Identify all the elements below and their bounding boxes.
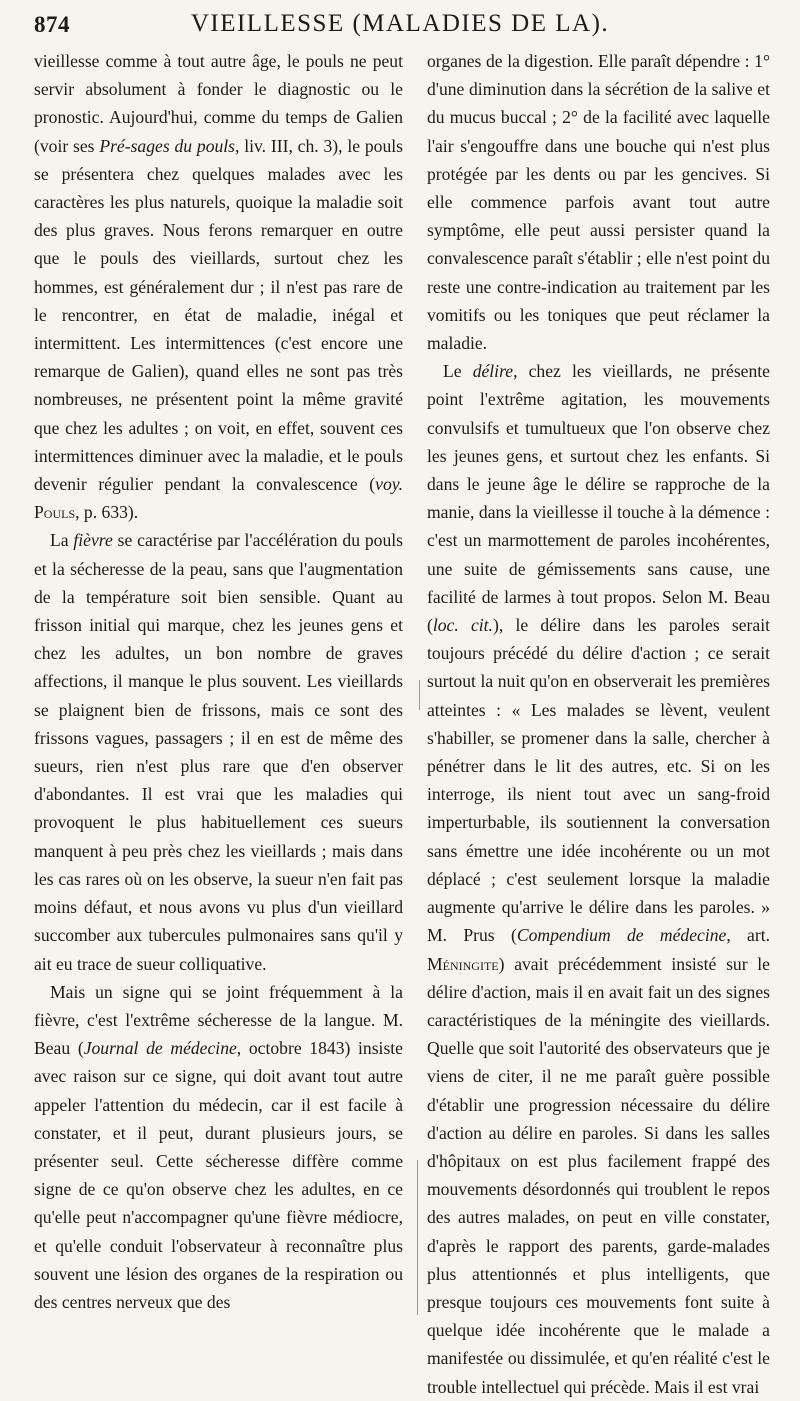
column-divider (417, 1160, 418, 1315)
text-run: ) avait précédemment insisté sur le délire d'action, mais il en avait fait un des signes caractéristiques de la méningite des vieillards. Quelle que soit l'autorité des observateurs que je viens de citer, il ne me paraît guère possible d'établir une progression nécessaire du délire d'action au délire en paroles. Si dans les salles d'hôpitaux on est plus facilement frappé des mouvements désordonnés qui troublent le repos des autres malades, on peut en ville constater, d'après le rapport des parents, garde-malades plus attentionnés et plus intelligents, que presque toujours ces mouvements font suite à quelque idée incohérente que le malade a manifestée ou dissimulée, et qu'en réalité c'est le trouble intellectuel qui précède. Mais il est vrai (427, 953, 770, 1397)
term-italic: fièvre (73, 530, 113, 551)
journal-title-italic: Journal de médecine (83, 1038, 237, 1059)
title-italic: Pré-sages du pouls (99, 135, 236, 156)
paragraph-pouls (34, 47, 403, 526)
text-run: , chez les vieillards, ne présente point l'extrême agitation, les mouvements convulsifs et tumultueux que l'on observe chez les jeunes gens, et surtout chez les enfants. Si dans le jeune âge le délire se rapproche de la manie, dans la vieillesse il touche à la démence : c'est un marmottement de paroles incohérentes, une suite de gémissements sans cause, une facilité de larmes à tout propos. Selon M. Beau ( (427, 361, 770, 636)
text-run: vieillesse comme à tout autre âge, le pouls ne peut servir absolument à fonder le diagnostic ou le pronostic. Aujourd'hui, comme du temps de Galien (voir ses (34, 51, 403, 156)
cross-reference: Méningite (427, 953, 499, 974)
column-divider (419, 680, 420, 710)
text-run: ), le délire dans les paroles serait toujours précédé du délire d'action ; ce serait surtout la nuit qu'on en observerait les premières atteintes : « Les malades se lèvent, veulent s'habiller, se promener dans la salle, chercher à pénétrer dans le lit des autres, etc. Si on les interroge, ils nient tout avec un sang-froid imperturbable, ils soutiennent la conversation sans émettre une idée incohérente ou un mot déplacé ; c'est seulement lorsque la maladie augmente qu'arrive le délire dans les paroles. » M. Prus ( (427, 615, 771, 946)
running-title: VIEILLESSE (MALADIES DE LA). (190, 10, 610, 37)
title-italic: Compendium de médecine (516, 925, 727, 946)
term-italic: délire (472, 361, 514, 382)
cross-reference: Pouls (34, 502, 76, 523)
text-run: se caractérise par l'accélération du pouls et la sécheresse de la peau, sans que l'augmentation de la température soit bien sensible. Quant au frisson initial qui marque, chez les jeunes gens et chez les adultes, un bon nombre de graves affections, il manque le plus souvent. Les vieillards se plaignent bien de frissons, mais ce sont des frissons vagues, passagers ; il en est de même des sueurs, rien n'est plus rare que d'en observer d'abondantes. Il est vrai que les maladies qui provoquent le plus habituellement ces sueurs manquent à peu près chez les vieillards ; mais dans les cas rares où on les observe, la sueur n'en fait pas moins défaut, et nous avons vu plus d'un vieillard succomber aux tubercules pulmonaires sans qu'il y ait eu trace de sueur colliquative. (34, 530, 403, 974)
abbrev-italic: voy. (375, 474, 403, 495)
left-column (34, 47, 403, 1316)
page-number: 874 (34, 12, 70, 37)
text-run: Mais un signe qui se joint fréquemment à la fièvre, c'est l'extrême sécheresse de la langue. M. Beau ( (34, 981, 403, 1059)
paragraph-delire (427, 357, 770, 1401)
text-run: Le (443, 361, 473, 382)
citation-italic: loc. cit. (432, 615, 493, 636)
text-run: , art. (726, 925, 770, 946)
paragraph-digestion (427, 47, 770, 357)
right-column (427, 47, 770, 1401)
paragraph-langue (34, 978, 403, 1316)
paragraph-fievre (34, 526, 403, 977)
text-run: , p. 633). (75, 502, 139, 523)
text-run: , liv. III, ch. 3), le pouls se présentera chez quelques malades avec les caractères les plus naturels, quoique la maladie soit des plus graves. Nous ferons remarquer en outre que le pouls des vieillards, surtout chez les hommes, est généralement dur ; il n'est pas rare de le rencontrer, en état de maladie, inégal et intermittent. Les intermittences (c'est encore une remarque de Galien), quand elles ne sont pas très nombreuses, ne présentent point la même gravité que chez les adultes ; on voit, en effet, souvent ces intermittences diminuer avec la maladie, et le pouls devenir régulier pendant la convalescence ( (34, 135, 403, 495)
text-run: organes de la digestion. Elle paraît dépendre : 1° d'une diminution dans la sécrétion de la salive et du mucus buccal ; 2° de la facilité avec laquelle l'air s'engouffre dans une bouche qui n'est plus protégée par les dents ou par les gencives. Si elle commence parfois avant tout autre symptôme, elle peut aussi persister quand la convalescence paraît s'établir ; elle n'est point du reste une contre-indication au traitement par les vomitifs ou les toniques que peut réclamer la maladie. (427, 51, 770, 354)
text-run: , octobre 1843) insiste avec raison sur ce signe, qui doit avant tout autre appeler l'attention du médecin, car il est facile à constater, et il peut, durant plusieurs jours, se présenter seul. Cette sécheresse diffère comme signe de ce qu'on observe chez les adultes, en ce qu'elle peut n'accompagner qu'une fièvre médiocre, et qu'elle conduit l'observateur à reconnaître plus souvent une lésion des organes de la respiration ou des centres nerveux que des (34, 1038, 403, 1312)
text-run: La (50, 530, 74, 551)
